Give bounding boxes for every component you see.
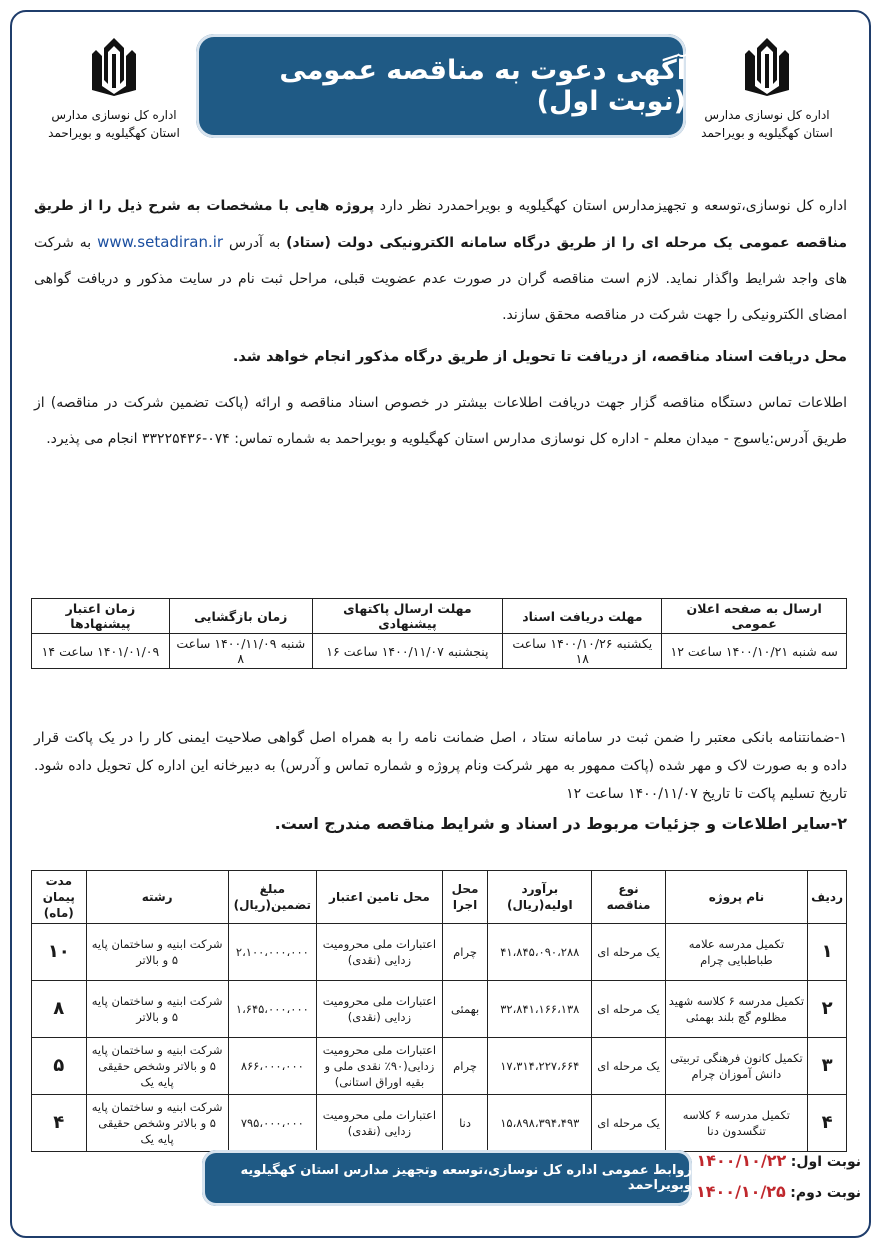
- intro-text-c: به آدرس: [228, 235, 281, 251]
- second-publication-label: نوبت دوم:: [790, 1185, 861, 1201]
- contract-duration: ۱۰: [32, 924, 87, 981]
- schedule-cell: ۱۴۰۱/۰۱/۰۹ ساعت ۱۴: [32, 634, 170, 669]
- notes-section: [34, 724, 847, 838]
- org-name: اداره کل نوسازی مدارس: [704, 108, 830, 122]
- estimate: ۳۲،۸۴۱،۱۶۶،۱۳۸: [488, 981, 592, 1038]
- org-block-left: [34, 36, 194, 142]
- schedule-value-row: [32, 634, 847, 669]
- contract-duration: ۵: [32, 1038, 87, 1095]
- org-province: استان کهگیلویه و بویراحمد: [701, 126, 833, 140]
- contract-duration: ۴: [32, 1095, 87, 1152]
- page-title: آگهی دعوت به مناقصه عمومی (نوبت اول): [279, 55, 686, 117]
- table-row: [32, 1095, 847, 1152]
- schedule-header-row: [32, 599, 847, 634]
- footer-banner: [202, 1150, 692, 1206]
- project-name: تکمیل کانون فرهنگی تربیتی دانش آموزان چرام: [665, 1038, 807, 1095]
- guarantee-amount: ۲،۱۰۰،۰۰۰،۰۰۰: [228, 924, 316, 981]
- publication-dates: [681, 1146, 861, 1208]
- schedule-header: مهلت دریافت اسناد: [503, 599, 662, 634]
- tender-type: یک مرحله ای: [592, 924, 665, 981]
- projects-header-row: [32, 871, 847, 924]
- funding-source: اعتبارات ملی محرومیت زدایی(۹۰٪ نقدی ملی و بقیه اوراق استانی): [317, 1038, 443, 1095]
- projects-header: برآورد اولیه(ریال): [488, 871, 592, 924]
- schedule-header: مهلت ارسال پاکتهای پیشنهادی: [312, 599, 503, 634]
- note-1: ۱-ضمانتنامه بانکی معتبر را ضمن ثبت در سامانه ستاد ، اصل ضمانت نامه را به همراه اصل گواهی صلاحیت ایمنی کار را در یک پاکت قرار داده و به صورت لاک و مهر شده (پاکت ممهور به مهر شرکت ونام پروژه و شماره تماس و آدرس) به دبیرخانه این اداره کل تحویل داده شود. تاریخ تسلیم پاکت تا تاریخ ۱۴۰۰/۱۱/۰۷ ساعت ۱۲: [34, 730, 847, 802]
- documents-heading: محل دریافت اسناد مناقصه، از دریافت تا تحویل از طریق درگاه مذکور انجام خواهد شد.: [232, 349, 847, 365]
- schedule-cell: سه شنبه ۱۴۰۰/۱۰/۲۱ ساعت ۱۲: [662, 634, 847, 669]
- projects-header: رشته: [86, 871, 228, 924]
- row-number: ۱: [808, 924, 847, 981]
- projects-header: نوع مناقصه: [592, 871, 665, 924]
- schedule-cell: یکشنبه ۱۴۰۰/۱۰/۲۶ ساعت ۱۸: [503, 634, 662, 669]
- location: چرام: [442, 1038, 487, 1095]
- contact-paragraph: اطلاعات تماس دستگاه مناقصه گزار جهت دریافت اطلاعات بیشتر در خصوص اسناد مناقصه و ارائه (پاکت تضمین شرکت در مناقصه) از طریق آدرس:یاسوج - میدان معلم - اداره کل نوسازی مدارس استان کهگیلویه و بویراحمد به شماره تماس: ۰۷۴-۳۳۲۲۵۴۳۶ انجام می پذیرد.: [34, 395, 847, 447]
- intro-text-d: به شرکت های واجد شرایط واگذار نماید. لازم است مناقصه گران در صورت عدم عضویت قبلی، مراحل ثبت نام در سایت مذکور و دریافت گواهی امضای الکترونیکی را جهت شرکت در مناقصه محقق سازند.: [34, 235, 847, 323]
- second-publication: [681, 1177, 861, 1208]
- contractor-field: شرکت ابنیه و ساختمان پایه ۵ و بالاتر: [86, 924, 228, 981]
- table-row: [32, 1038, 847, 1095]
- projects-header: ردیف: [808, 871, 847, 924]
- funding-source: اعتبارات ملی محرومیت زدایی (نقدی): [317, 1095, 443, 1152]
- tender-type: یک مرحله ای: [592, 1095, 665, 1152]
- first-publication-label: نوبت اول:: [790, 1154, 861, 1170]
- table-row: [32, 981, 847, 1038]
- guarantee-amount: ۷۹۵،۰۰۰،۰۰۰: [228, 1095, 316, 1152]
- estimate: ۱۵،۸۹۸،۳۹۴،۴۹۳: [488, 1095, 592, 1152]
- location: چرام: [442, 924, 487, 981]
- schedule-header: ارسال به صفحه اعلان عمومی: [662, 599, 847, 634]
- title-banner: [196, 34, 686, 138]
- first-publication: [681, 1146, 861, 1177]
- org-province: استان کهگیلویه و بویراحمد: [48, 126, 180, 140]
- tender-type: یک مرحله ای: [592, 981, 665, 1038]
- contract-duration: ۸: [32, 981, 87, 1038]
- project-name: تکمیل مدرسه ۶ کلاسه شهید مظلوم گچ بلند بهمئی: [665, 981, 807, 1038]
- projects-header: محل تامین اعتبار: [317, 871, 443, 924]
- first-publication-date: ۱۴۰۰/۱۰/۲۲: [696, 1151, 787, 1170]
- schedule-cell: شنبه ۱۴۰۰/۱۱/۰۹ ساعت ۸: [169, 634, 312, 669]
- funding-source: اعتبارات ملی محرومیت زدایی (نقدی): [317, 924, 443, 981]
- emblem-icon: [86, 36, 142, 98]
- estimate: ۱۷،۳۱۴،۲۲۷،۶۶۴: [488, 1038, 592, 1095]
- tender-notice: [10, 10, 871, 1238]
- projects-header: مدت پیمان (ماه): [32, 871, 87, 924]
- row-number: ۴: [808, 1095, 847, 1152]
- estimate: ۴۱،۸۴۵،۰۹۰،۲۸۸: [488, 924, 592, 981]
- schedule-table: [31, 598, 847, 669]
- guarantee-amount: ۸۶۶،۰۰۰،۰۰۰: [228, 1038, 316, 1095]
- project-name: تکمیل مدرسه علامه طباطبایی چرام: [665, 924, 807, 981]
- org-block-right: [687, 36, 847, 142]
- emblem-icon: [739, 36, 795, 98]
- contractor-field: شرکت ابنیه و ساختمان پایه ۵ و بالاتر وشخص حقیقی پایه یک: [86, 1095, 228, 1152]
- setad-link[interactable]: www.setadiran.ir: [97, 233, 224, 251]
- second-publication-date: ۱۴۰۰/۱۰/۲۵: [696, 1182, 786, 1201]
- schedule-header: زمان بازگشایی: [169, 599, 312, 634]
- location: بهمئی: [442, 981, 487, 1038]
- schedule-cell: پنجشنبه ۱۴۰۰/۱۱/۰۷ ساعت ۱۶: [312, 634, 503, 669]
- contractor-field: شرکت ابنیه و ساختمان پایه ۵ و بالاتر وشخص حقیقی پایه یک: [86, 1038, 228, 1095]
- guarantee-amount: ۱،۶۴۵،۰۰۰،۰۰۰: [228, 981, 316, 1038]
- projects-header: محل اجرا: [442, 871, 487, 924]
- projects-table: [31, 870, 847, 1152]
- note-2: ۲-سایر اطلاعات و جزئیات مربوط در اسناد و شرایط مناقصه مندرج است.: [274, 814, 847, 833]
- projects-header: مبلغ تضمین(ریال): [228, 871, 316, 924]
- schedule-header: زمان اعتبار پیشنهادها: [32, 599, 170, 634]
- tender-type: یک مرحله ای: [592, 1038, 665, 1095]
- intro-text-b: پروژه هایی با مشخصات به شرح ذیل را از طریق مناقصه عمومی یک مرحله ای را از طریق درگاه سامانه الکترونیکی دولت (ستاد): [34, 198, 847, 251]
- intro-paragraph: [34, 188, 847, 333]
- table-row: [32, 924, 847, 981]
- project-name: تکمیل مدرسه ۶ کلاسه تنگسدون دنا: [665, 1095, 807, 1152]
- projects-header: نام پروژه: [665, 871, 807, 924]
- header: [12, 12, 869, 162]
- intro-section: [34, 188, 847, 457]
- org-name: اداره کل نوسازی مدارس: [51, 108, 177, 122]
- funding-source: اعتبارات ملی محرومیت زدایی (نقدی): [317, 981, 443, 1038]
- location: دنا: [442, 1095, 487, 1152]
- intro-text-a: اداره کل نوسازی،توسعه و تجهیزمدارس استان کهگیلویه و بویراحمدرد نظر دارد: [379, 198, 848, 214]
- row-number: ۳: [808, 1038, 847, 1095]
- footer-text: روابط عمومی اداره کل نوسازی،توسعه وتجهیز مدارس استان کهگیلویه وبویراحمد: [240, 1163, 692, 1193]
- contractor-field: شرکت ابنیه و ساختمان پایه ۵ و بالاتر: [86, 981, 228, 1038]
- row-number: ۲: [808, 981, 847, 1038]
